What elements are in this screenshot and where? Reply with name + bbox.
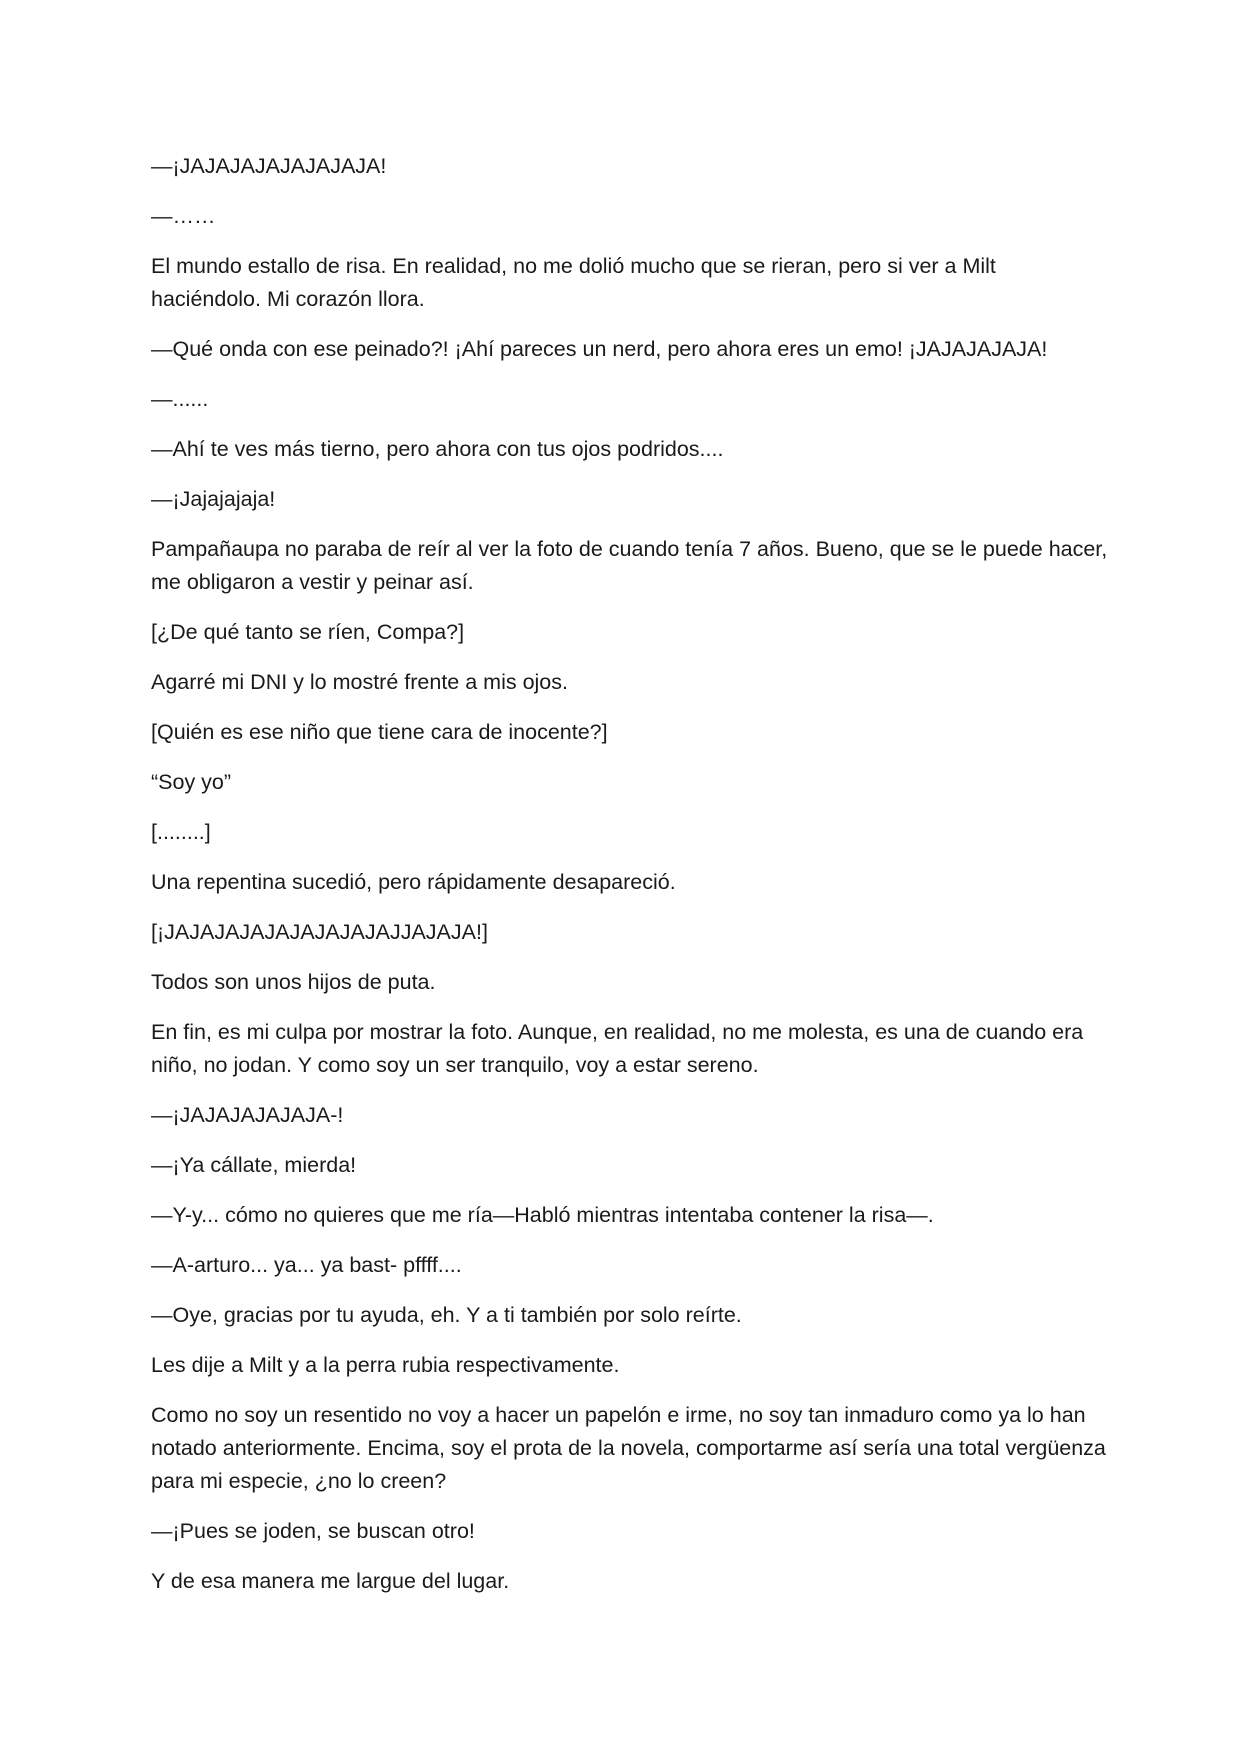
paragraph: —Y-y... cómo no quieres que me ría—Habló mientras intentaba contener la risa—.: [151, 1203, 934, 1227]
paragraph: —A-arturo... ya... ya bast- pffff....: [151, 1253, 462, 1277]
paragraph: [Quién es ese niño que tiene cara de inocente?]: [151, 720, 608, 744]
paragraph: —Oye, gracias por tu ayuda, eh. Y a ti también por solo reírte.: [151, 1303, 742, 1327]
paragraph: En fin, es mi culpa por mostrar la foto. Aunque, en realidad, no me molesta, es una de cuando era niño, no jodan. Y como soy un ser tranquilo, voy a estar sereno.: [151, 1020, 1090, 1077]
paragraph: [¡JAJAJAJAJAJAJAJAJAJJAJAJA!]: [151, 920, 488, 944]
paragraph: Les dije a Milt y a la perra rubia respectivamente.: [151, 1353, 620, 1377]
paragraph: El mundo estallo de risa. En realidad, no me dolió mucho que se rieran, pero si ver a Milt haciéndolo. Mi corazón llora.: [151, 254, 1002, 311]
paragraph: —Qué onda con ese peinado?! ¡Ahí pareces un nerd, pero ahora eres un emo! ¡JAJAJAJAJA!: [151, 337, 1048, 361]
paragraph: —¡Pues se joden, se buscan otro!: [151, 1519, 475, 1543]
paragraph: —¡Ya cállate, mierda!: [151, 1153, 357, 1177]
paragraph: [¿De qué tanto se ríen, Compa?]: [151, 620, 465, 644]
paragraph: —......: [151, 387, 209, 411]
paragraph: Una repentina sucedió, pero rápidamente desapareció.: [151, 870, 676, 894]
paragraph: Como no soy un resentido no voy a hacer un papelón e irme, no soy tan inmaduro como ya lo han notado anteriormente. Encima, soy el prota de la novela, comportarme así sería una total vergüenza para mi especie, ¿no lo creen?: [151, 1403, 1112, 1493]
document-body: [151, 150, 1114, 1615]
paragraph: Pampañaupa no paraba de reír al ver la foto de cuando tenía 7 años. Bueno, que se le puede hacer, me obligaron a vestir y peinar así.: [151, 537, 1114, 594]
paragraph: —¡JAJAJAJAJAJAJAJA!: [151, 154, 387, 178]
paragraph: Y de esa manera me largue del lugar.: [151, 1569, 510, 1593]
paragraph: Todos son unos hijos de puta.: [151, 970, 436, 994]
paragraph: —¡Jajajajaja!: [151, 487, 276, 511]
paragraph: “Soy yo”: [151, 770, 232, 794]
paragraph: Agarré mi DNI y lo mostré frente a mis ojos.: [151, 670, 568, 694]
paragraph: —Ahí te ves más tierno, pero ahora con tus ojos podridos....: [151, 437, 724, 461]
paragraph: —¡JAJAJAJAJAJA-!: [151, 1103, 344, 1127]
paragraph: [........]: [151, 820, 211, 844]
paragraph: —……: [151, 204, 216, 228]
